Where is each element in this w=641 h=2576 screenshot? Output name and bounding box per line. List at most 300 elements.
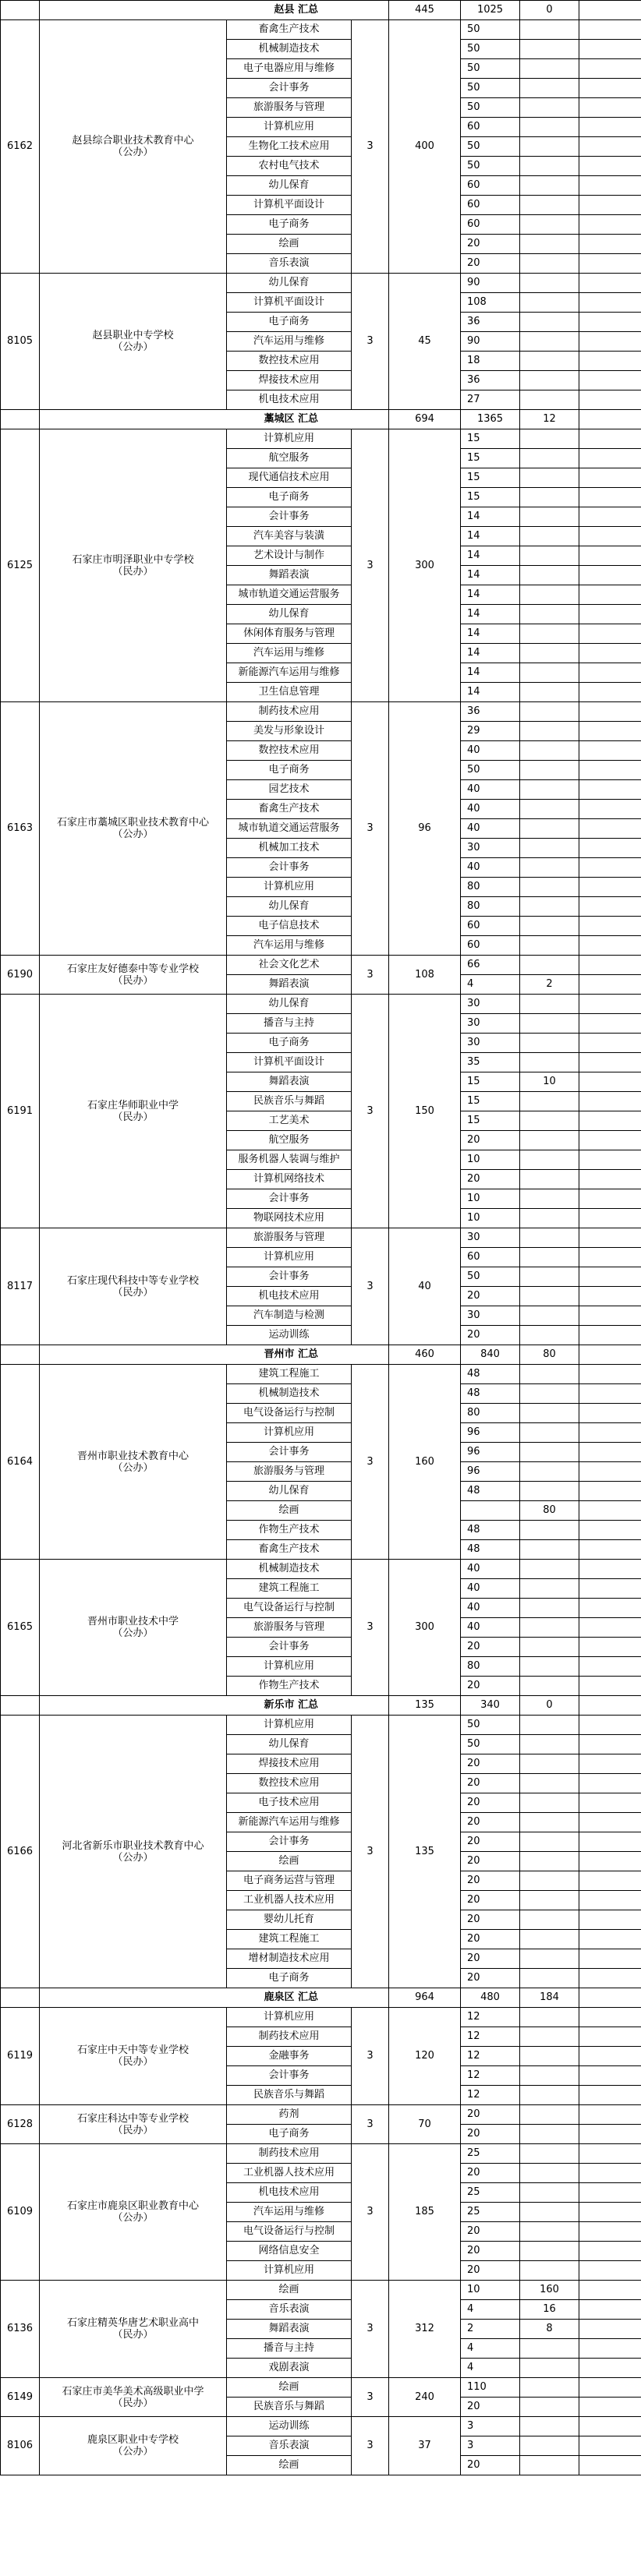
row-blank: [579, 449, 641, 468]
major-name: 计算机应用: [227, 429, 352, 449]
summary-blank: [1, 410, 40, 429]
row-blank: [579, 332, 641, 352]
row-blank: [579, 507, 641, 527]
row-blank: [579, 1852, 641, 1871]
major-extra: [520, 1716, 579, 1735]
major-plan: 60: [461, 936, 520, 956]
row-blank: [579, 293, 641, 313]
major-plan: 30: [461, 1014, 520, 1034]
summary-enroll: 1025: [461, 1, 520, 20]
major-plan: 10: [461, 1209, 520, 1228]
major-name: 焊接技术应用: [227, 1754, 352, 1774]
table-row: [1, 20, 641, 40]
row-blank: [579, 1677, 641, 1696]
major-name: 城市轨道交通运营服务: [227, 819, 352, 839]
row-blank: [579, 1832, 641, 1852]
major-plan: 80: [461, 878, 520, 897]
school-capacity: 300: [389, 1560, 461, 1696]
school-name-cell: [40, 2008, 227, 2105]
row-blank: [579, 2359, 641, 2378]
school-name: 石家庄华师职业中学: [87, 1099, 179, 1111]
major-extra: [520, 644, 579, 663]
major-extra: [520, 1092, 579, 1111]
school-name: 赵县综合职业技术教育中心: [72, 135, 194, 147]
major-name: 服务机器人装调与维护: [227, 1150, 352, 1170]
summary-plan: 460: [389, 1345, 461, 1365]
major-extra: [520, 1540, 579, 1560]
row-blank: [579, 1326, 641, 1345]
school-years: 3: [352, 995, 389, 1228]
major-plan: 3: [461, 2417, 520, 2436]
school-name-cell: [40, 2144, 227, 2281]
major-extra: [520, 2378, 579, 2398]
row-blank: [579, 176, 641, 196]
row-blank: [579, 702, 641, 722]
major-extra: [520, 254, 579, 274]
school-type: （民办）: [112, 565, 154, 578]
major-plan: 36: [461, 313, 520, 332]
row-blank: [579, 1910, 641, 1930]
major-plan: 20: [461, 254, 520, 274]
major-extra: [520, 2164, 579, 2183]
major-name: 航空服务: [227, 1131, 352, 1150]
school-name: 石家庄科达中等专业学校: [76, 2112, 189, 2125]
major-plan: 48: [461, 1365, 520, 1384]
major-name: 民族音乐与舞蹈: [227, 1092, 352, 1111]
major-name: 机电技术应用: [227, 1287, 352, 1306]
row-blank: [579, 585, 641, 605]
major-name: 旅游服务与管理: [227, 1228, 352, 1248]
major-plan: 20: [461, 1871, 520, 1891]
row-blank: [579, 1209, 641, 1228]
school-type: （民办）: [112, 2056, 154, 2068]
row-blank: [579, 1443, 641, 1462]
summary-blank-end: [579, 1345, 641, 1365]
school-name: 晋州市职业技术教育中心: [76, 1450, 189, 1462]
major-plan: 20: [461, 2242, 520, 2261]
row-blank: [579, 137, 641, 157]
school-name: 赵县职业中专学校: [92, 330, 174, 341]
school-type: （公办）: [112, 1627, 154, 1639]
table-row: [1, 956, 641, 975]
major-plan: 66: [461, 956, 520, 975]
school-years: 3: [352, 20, 389, 274]
school-years: 3: [352, 2144, 389, 2281]
row-blank: [579, 644, 641, 663]
major-plan: 50: [461, 40, 520, 59]
major-plan: 15: [461, 1072, 520, 1092]
major-name: 金融事务: [227, 2047, 352, 2066]
row-blank: [579, 1716, 641, 1735]
major-extra: [520, 878, 579, 897]
major-name: 计算机应用: [227, 1248, 352, 1267]
major-name: 电子电器应用与维修: [227, 59, 352, 79]
summary-blank-end: [579, 1, 641, 20]
major-name: 机电技术应用: [227, 2183, 352, 2203]
major-extra: [520, 137, 579, 157]
major-name: 机械制造技术: [227, 1560, 352, 1579]
row-blank: [579, 1599, 641, 1618]
major-plan: 20: [461, 1910, 520, 1930]
major-extra: [520, 1482, 579, 1501]
major-name: 会计事务: [227, 1189, 352, 1209]
major-plan: 30: [461, 1034, 520, 1053]
major-extra: [520, 176, 579, 196]
school-type: （公办）: [112, 1851, 154, 1864]
school-name: 石家庄现代科技中等专业学校: [66, 1274, 199, 1287]
school-code: 6191: [1, 995, 40, 1228]
school-capacity: 160: [389, 1365, 461, 1560]
major-extra: [520, 1228, 579, 1248]
major-plan: 4: [461, 2300, 520, 2320]
major-name: 城市轨道交通运营服务: [227, 585, 352, 605]
row-blank: [579, 800, 641, 819]
major-extra: [520, 1131, 579, 1150]
major-extra: [520, 2105, 579, 2125]
table-row: [1, 2144, 641, 2164]
major-name: 幼儿保育: [227, 605, 352, 624]
school-type: （民办）: [112, 974, 154, 987]
row-blank: [579, 1014, 641, 1034]
school-capacity: 108: [389, 956, 461, 995]
major-extra: [520, 1969, 579, 1988]
major-name: 旅游服务与管理: [227, 1618, 352, 1638]
row-blank: [579, 1306, 641, 1326]
major-plan: 80: [461, 1404, 520, 1423]
major-extra: [520, 2242, 579, 2261]
major-name: 计算机应用: [227, 1423, 352, 1443]
school-name: 河北省新乐市职业技术教育中心: [62, 1839, 204, 1852]
row-blank: [579, 2008, 641, 2027]
table-row: [1, 2105, 641, 2125]
major-extra: [520, 839, 579, 858]
major-name: 建筑工程施工: [227, 1365, 352, 1384]
major-name: 机械制造技术: [227, 1384, 352, 1404]
major-plan: 25: [461, 2144, 520, 2164]
major-extra: [520, 1014, 579, 1034]
school-type: （民办）: [112, 2329, 154, 2341]
major-extra: [520, 1365, 579, 1384]
row-blank: [579, 1638, 641, 1657]
major-extra: [520, 1910, 579, 1930]
major-name: 幼儿保育: [227, 274, 352, 293]
school-capacity: 120: [389, 2008, 461, 2105]
school-type: （公办）: [112, 2446, 154, 2458]
school-capacity: 96: [389, 702, 461, 956]
major-plan: 20: [461, 2164, 520, 2183]
major-extra: [520, 1852, 579, 1871]
major-name: 电气设备运行与控制: [227, 1404, 352, 1423]
major-plan: 20: [461, 2261, 520, 2281]
school-type: （民办）: [112, 2397, 154, 2409]
school-name-cell: [40, 1365, 227, 1560]
school-name-cell: [40, 2417, 227, 2475]
major-plan: 96: [461, 1462, 520, 1482]
major-name: 会计事务: [227, 1638, 352, 1657]
row-blank: [579, 566, 641, 585]
major-name: 电子商务: [227, 761, 352, 780]
major-name: 焊接技术应用: [227, 371, 352, 390]
major-plan: 30: [461, 1228, 520, 1248]
summary-row: [1, 1, 641, 20]
major-name: 美发与形象设计: [227, 722, 352, 741]
major-name: 艺术设计与制作: [227, 546, 352, 566]
major-plan: 60: [461, 917, 520, 936]
row-blank: [579, 390, 641, 410]
major-plan: 4: [461, 975, 520, 995]
school-name-cell: [40, 1228, 227, 1345]
major-extra: [520, 1657, 579, 1677]
major-extra: [520, 741, 579, 761]
major-plan: 10: [461, 2281, 520, 2300]
row-blank: [579, 2222, 641, 2242]
row-blank: [579, 1793, 641, 1813]
major-name: 电子商务: [227, 488, 352, 507]
major-plan: 20: [461, 1774, 520, 1793]
school-name-cell: [40, 429, 227, 702]
table-body: [1, 1, 641, 2475]
major-extra: [520, 2261, 579, 2281]
major-plan: 27: [461, 390, 520, 410]
major-plan: 50: [461, 79, 520, 98]
major-extra: [520, 332, 579, 352]
major-extra: [520, 2436, 579, 2456]
school-capacity: 37: [389, 2417, 461, 2475]
major-extra: [520, 527, 579, 546]
major-plan: 12: [461, 2008, 520, 2027]
major-name: 社会文化艺术: [227, 956, 352, 975]
school-type: （公办）: [112, 147, 154, 158]
major-extra: [520, 1638, 579, 1657]
major-name: 汽车运用与维修: [227, 936, 352, 956]
major-extra: [520, 605, 579, 624]
major-name: 汽车运用与维修: [227, 332, 352, 352]
major-extra: [520, 897, 579, 917]
row-blank: [579, 2456, 641, 2475]
major-extra: [520, 313, 579, 332]
major-extra: [520, 40, 579, 59]
major-plan: 48: [461, 1384, 520, 1404]
major-extra: [520, 819, 579, 839]
summary-row: [1, 1988, 641, 2008]
major-plan: 3: [461, 2436, 520, 2456]
row-blank: [579, 1189, 641, 1209]
major-name: 机械制造技术: [227, 40, 352, 59]
major-plan: 10: [461, 1189, 520, 1209]
school-years: 3: [352, 2378, 389, 2417]
school-type: （民办）: [112, 1286, 154, 1299]
major-plan: 60: [461, 196, 520, 215]
table-row: [1, 429, 641, 449]
school-type: （公办）: [112, 1461, 154, 1474]
major-plan: 18: [461, 352, 520, 371]
major-plan: 30: [461, 1306, 520, 1326]
major-name: 作物生产技术: [227, 1677, 352, 1696]
school-name: 鹿泉区职业中专学校: [87, 2434, 179, 2446]
summary-blank: [1, 1, 40, 20]
major-name: 建筑工程施工: [227, 1930, 352, 1949]
major-name: 电子信息技术: [227, 917, 352, 936]
school-name: 石家庄精英华唐艺术职业高中: [66, 2317, 199, 2329]
major-plan: 20: [461, 235, 520, 254]
major-plan: 4: [461, 2359, 520, 2378]
major-plan: 14: [461, 546, 520, 566]
row-blank: [579, 1462, 641, 1482]
row-blank: [579, 2339, 641, 2359]
major-extra: [520, 1735, 579, 1754]
major-extra: [520, 1053, 579, 1072]
major-extra: [520, 1599, 579, 1618]
major-name: 计算机应用: [227, 2261, 352, 2281]
major-plan: 20: [461, 2456, 520, 2475]
major-extra: [520, 157, 579, 176]
major-plan: 40: [461, 1579, 520, 1599]
row-blank: [579, 371, 641, 390]
major-name: 戏剧表演: [227, 2359, 352, 2378]
major-name: 新能源汽车运用与维修: [227, 663, 352, 683]
major-name: 播音与主持: [227, 2339, 352, 2359]
school-code: 6119: [1, 2008, 40, 2105]
row-blank: [579, 2164, 641, 2183]
major-extra: [520, 1443, 579, 1462]
major-extra: [520, 507, 579, 527]
major-name: 电子商务: [227, 1969, 352, 1988]
school-years: 3: [352, 956, 389, 995]
major-name: 计算机平面设计: [227, 196, 352, 215]
major-name: 数控技术应用: [227, 352, 352, 371]
row-blank: [579, 2398, 641, 2417]
major-plan: 14: [461, 644, 520, 663]
major-extra: [520, 1248, 579, 1267]
major-extra: [520, 2047, 579, 2066]
school-code: 6166: [1, 1716, 40, 1988]
row-blank: [579, 98, 641, 118]
major-extra: [520, 956, 579, 975]
major-plan: 50: [461, 137, 520, 157]
major-name: 幼儿保育: [227, 1482, 352, 1501]
major-extra: [520, 2144, 579, 2164]
major-plan: 50: [461, 20, 520, 40]
row-blank: [579, 1131, 641, 1150]
row-blank: [579, 2086, 641, 2105]
row-blank: [579, 1287, 641, 1306]
summary-enroll: 1365: [461, 410, 520, 429]
major-name: 畜禽生产技术: [227, 1540, 352, 1560]
row-blank: [579, 956, 641, 975]
row-blank: [579, 2378, 641, 2398]
school-name: 石家庄市鹿泉区职业教育中心: [66, 2200, 199, 2212]
major-plan: 20: [461, 1852, 520, 1871]
major-extra: [520, 1793, 579, 1813]
row-blank: [579, 2047, 641, 2066]
major-extra: [520, 1579, 579, 1599]
row-blank: [579, 40, 641, 59]
major-name: 新能源汽车运用与维修: [227, 1813, 352, 1832]
major-name: 畜禽生产技术: [227, 800, 352, 819]
major-name: 幼儿保育: [227, 897, 352, 917]
school-type: （民办）: [112, 2124, 154, 2136]
major-plan: 40: [461, 819, 520, 839]
major-extra: [520, 118, 579, 137]
major-name: 音乐表演: [227, 2300, 352, 2320]
row-blank: [579, 936, 641, 956]
major-name: 计算机应用: [227, 878, 352, 897]
row-blank: [579, 1365, 641, 1384]
row-blank: [579, 975, 641, 995]
major-name: 增材制造技术应用: [227, 1949, 352, 1969]
major-extra: [520, 2027, 579, 2047]
major-plan: 108: [461, 293, 520, 313]
summary-blank-end: [579, 410, 641, 429]
major-plan: 48: [461, 1482, 520, 1501]
major-plan: 20: [461, 1891, 520, 1910]
row-blank: [579, 2144, 641, 2164]
school-code: 8105: [1, 274, 40, 410]
major-plan: 40: [461, 800, 520, 819]
row-blank: [579, 780, 641, 800]
major-plan: 40: [461, 780, 520, 800]
school-name-cell: [40, 956, 227, 995]
school-years: 3: [352, 2008, 389, 2105]
major-plan: 36: [461, 702, 520, 722]
major-extra: [520, 702, 579, 722]
row-blank: [579, 429, 641, 449]
major-extra: [520, 761, 579, 780]
summary-name: 鹿泉区 汇总: [40, 1988, 389, 2008]
school-code: 6128: [1, 2105, 40, 2144]
school-type: （公办）: [112, 341, 154, 353]
major-plan: 40: [461, 741, 520, 761]
major-extra: [520, 352, 579, 371]
major-name: 休闲体育服务与管理: [227, 624, 352, 644]
major-plan: 14: [461, 663, 520, 683]
summary-row: [1, 410, 641, 429]
major-name: 工业机器人技术应用: [227, 2164, 352, 2183]
major-plan: 20: [461, 1638, 520, 1657]
major-extra: [520, 98, 579, 118]
major-plan: 15: [461, 1092, 520, 1111]
row-blank: [579, 761, 641, 780]
major-name: 幼儿保育: [227, 176, 352, 196]
major-plan: 15: [461, 468, 520, 488]
summary-enroll: 340: [461, 1696, 520, 1716]
major-plan: 96: [461, 1423, 520, 1443]
major-name: 制药技术应用: [227, 2144, 352, 2164]
table-row: [1, 995, 641, 1014]
major-plan: 60: [461, 176, 520, 196]
row-blank: [579, 1501, 641, 1521]
major-name: 计算机应用: [227, 1657, 352, 1677]
major-extra: [520, 1891, 579, 1910]
major-extra: [520, 995, 579, 1014]
school-name: 晋州市职业技术中学: [87, 1616, 179, 1627]
major-extra: [520, 2359, 579, 2378]
table-row: [1, 1716, 641, 1735]
major-name: 物联网技术应用: [227, 1209, 352, 1228]
table-row: [1, 2378, 641, 2398]
major-extra: [520, 1150, 579, 1170]
major-name: 运动训练: [227, 2417, 352, 2436]
major-plan: 90: [461, 274, 520, 293]
major-plan: 12: [461, 2066, 520, 2086]
major-plan: 25: [461, 2203, 520, 2222]
school-capacity: 150: [389, 995, 461, 1228]
major-extra: 10: [520, 1072, 579, 1092]
row-blank: [579, 1891, 641, 1910]
summary-plan: 445: [389, 1, 461, 20]
major-plan: 20: [461, 2105, 520, 2125]
major-plan: 20: [461, 1677, 520, 1696]
